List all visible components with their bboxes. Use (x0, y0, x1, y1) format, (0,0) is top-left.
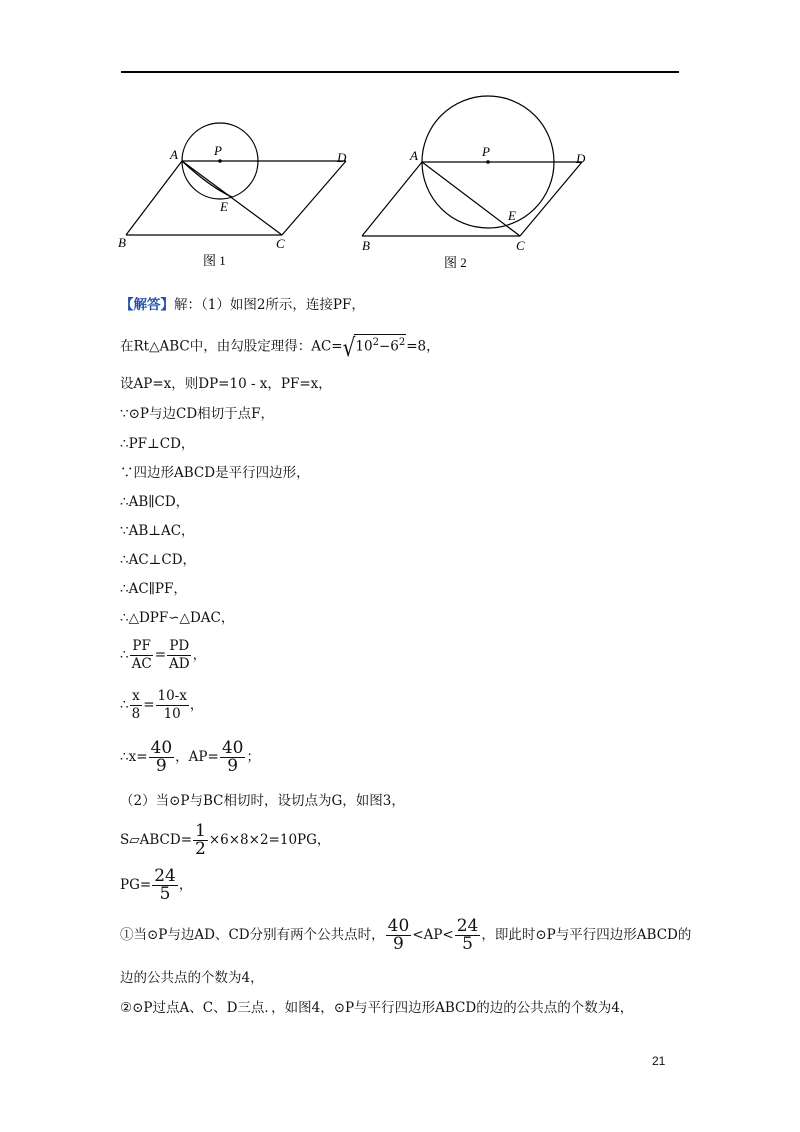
exp-a: 2 (372, 337, 379, 348)
label-C: C (276, 236, 285, 251)
radical-sign: √ (342, 331, 356, 362)
solution-line-11: ∴△DPF∽△DAC， (120, 610, 235, 626)
l13-post: ， (189, 697, 204, 713)
label-D: D (337, 150, 347, 165)
exp-b: 2 (398, 337, 406, 348)
figure-1-caption: 图 1 (203, 253, 226, 268)
l2-pre: 在Rt△ABC中，由勾股定理得：AC= (120, 338, 343, 355)
num: 40 (387, 916, 410, 936)
l18-mid: <AP< (412, 927, 454, 943)
num: x (132, 688, 140, 704)
solution-line-18 (120, 918, 691, 953)
eq: = (143, 697, 155, 713)
solution-line-2 (120, 331, 440, 362)
den: 2 (195, 839, 206, 859)
label-A: A (410, 148, 418, 163)
page-number: 21 (652, 1054, 666, 1068)
l1: 解：（1）如图2所示，连接PF， (174, 297, 365, 313)
solution-line-9: ∴AC⊥CD， (120, 552, 197, 568)
solution-line-12 (120, 638, 206, 673)
solution-line-5: ∴PF⊥CD， (120, 436, 195, 452)
segment-CD (282, 161, 346, 235)
fraction-40-9 (386, 918, 412, 953)
l14-pre: ∴x= (120, 749, 148, 765)
answer-label: 【解答】 (120, 297, 174, 313)
den: 5 (462, 934, 473, 954)
den: 9 (227, 756, 239, 776)
solution-line-17 (120, 868, 192, 903)
den: 5 (159, 884, 171, 904)
label-A: A (170, 147, 178, 162)
solution-line-1 (120, 297, 365, 313)
den: AD (169, 656, 190, 672)
l12-pre: ∴ (120, 647, 129, 663)
fraction-x-8 (130, 688, 143, 723)
label-D: D (576, 151, 586, 166)
label-C: C (516, 238, 525, 253)
label-B: B (362, 238, 370, 253)
den: 9 (393, 934, 404, 954)
solution-line-10: ∴AC∥PF， (120, 581, 187, 597)
segment-AC (422, 162, 520, 236)
l14-mid: ，AP= (175, 749, 219, 765)
num: 10-x (157, 688, 187, 704)
segment-AC (182, 161, 282, 235)
sqrt-body (354, 334, 406, 355)
num: 1 (195, 821, 206, 841)
point-P (218, 159, 222, 163)
num: 24 (456, 916, 479, 936)
l18-post: ，即此时⊙P与平行四边形ABCD的 (481, 927, 692, 943)
solution-line-4: ∵⊙P与边CD相切于点F， (120, 406, 275, 422)
num: PF (132, 638, 151, 654)
num: 40 (221, 738, 244, 758)
solution-line-15: （2）当⊙P与BC相切时，设切点为G，如图3， (120, 793, 405, 809)
l2-post: =8， (406, 338, 440, 355)
l18-pre: ①当⊙P与边AD、CD分别有两个公共点时， (120, 927, 385, 943)
solution-line-8: ∵AB⊥AC， (120, 523, 195, 539)
fraction-pf-ac (130, 638, 154, 673)
den: 8 (131, 706, 141, 722)
num: 40 (150, 738, 173, 758)
figure-2 (350, 90, 600, 275)
solution-line-14 (120, 740, 260, 775)
l17-post: ， (178, 877, 193, 893)
solution-line-20: ②⊙P过点A、C、D三点．，如图4，⊙P与平行四边形ABCD的边的公共点的个数为4， (120, 1000, 634, 1016)
fraction-1-2 (193, 823, 208, 858)
fraction-pd-ad (167, 638, 192, 673)
label-P: P (482, 144, 490, 159)
figure-2-caption: 图 2 (444, 255, 467, 270)
l17-pre: PG= (120, 877, 152, 893)
label-E: E (220, 199, 228, 214)
fraction-40-9-b (220, 740, 246, 775)
solution-line-3: 设AP=x，则DP=10 - x，PF=x， (120, 376, 332, 392)
segment-AB (362, 162, 422, 236)
figure-1 (110, 115, 360, 275)
solution-line-13 (120, 688, 203, 723)
label-B: B (118, 235, 126, 250)
header-rule (121, 71, 679, 73)
l12-post: ， (192, 647, 207, 663)
solution-line-16 (120, 823, 330, 858)
segment-AB (126, 161, 182, 235)
den: 9 (155, 756, 167, 776)
den: 10 (163, 706, 181, 722)
sqrt-a: 10 (355, 338, 373, 355)
fraction-24-5-b (455, 918, 481, 953)
l14-post: ； (246, 749, 260, 765)
eq: = (154, 647, 166, 663)
fraction-10-x-10 (156, 688, 189, 723)
segment-CD (520, 162, 582, 236)
point-P (486, 160, 490, 164)
l13-pre: ∴ (120, 697, 129, 713)
solution-line-7: ∴AB∥CD， (120, 494, 190, 510)
l16-pre: S▱ABCD= (120, 832, 193, 848)
label-P: P (214, 143, 222, 158)
den: AC (131, 656, 152, 672)
fraction-40-9-a (149, 740, 175, 775)
l16-post: ×6×8×2=10PG， (208, 832, 331, 848)
solution-line-6: ∵四边形ABCD是平行四边形， (120, 465, 310, 481)
label-E: E (508, 208, 516, 223)
num: 24 (154, 866, 176, 886)
fraction-24-5 (152, 868, 178, 903)
solution-line-19: 边的公共点的个数为4， (120, 970, 264, 986)
sqrt-b: −6 (378, 338, 399, 355)
num: PD (169, 638, 190, 654)
